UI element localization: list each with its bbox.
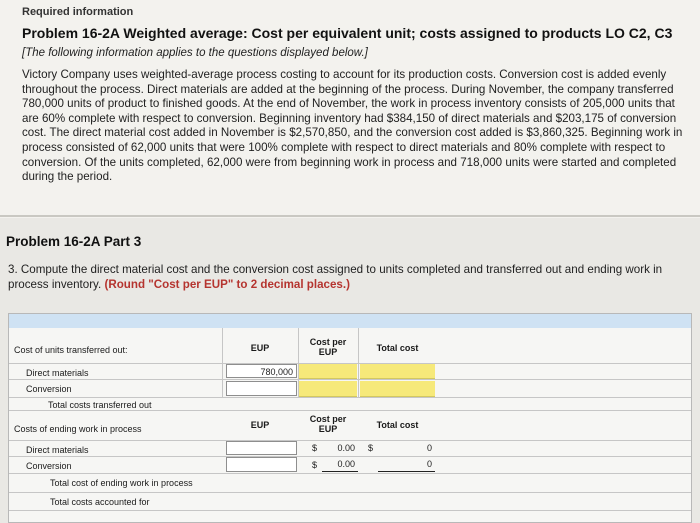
question-text — [8, 263, 698, 292]
total-transferred-label: Total costs transferred out — [48, 400, 152, 410]
row-divider — [9, 510, 691, 511]
ending-dm-total-dollar-sign: $ — [368, 443, 374, 453]
row-divider — [9, 492, 691, 493]
transferred-conversion-cost-per-eup-input[interactable] — [299, 381, 357, 397]
transferred-dm-label: Direct materials — [26, 368, 89, 378]
rounding-instruction: (Round "Cost per EUP" to 2 decimal places.) — [104, 277, 350, 291]
transferred-dm-cost-per-eup-input[interactable] — [299, 364, 357, 379]
question-body: 3. Compute the direct material cost and the conversion cost assigned to units completed and transferred out and ending work in process inventory. — [8, 263, 663, 291]
row-divider — [9, 379, 691, 380]
total-accounted-for-label: Total costs accounted for — [50, 497, 150, 507]
ending-conversion-dollar-sign: $ — [312, 460, 318, 470]
ending-dm-eup-input[interactable] — [226, 441, 297, 455]
ending-wip-heading: Costs of ending work in process — [14, 424, 142, 434]
transferred-dm-eup-input[interactable]: 780,000 — [226, 364, 297, 378]
required-info-label: Required information — [22, 6, 134, 18]
row-divider — [9, 410, 691, 411]
ending-eup-header: EUP — [250, 420, 270, 430]
transferred-conversion-total-input[interactable] — [360, 381, 435, 397]
ending-cost-per-eup-header: Cost per EUP — [309, 414, 347, 434]
info-note: [The following information applies to the questions displayed below.] — [22, 47, 368, 59]
ending-dm-total-value[interactable]: 0 — [426, 443, 432, 453]
row-divider — [9, 397, 691, 398]
row-divider — [9, 473, 691, 474]
ending-dm-dollar-sign: $ — [312, 443, 318, 453]
ending-dm-label: Direct materials — [26, 445, 89, 455]
problem-description: Victory Company uses weighted-average process costing to account for its production costs. Conversion cost is added evenly throughout the process. Direct materials are added at the beginning of the process. During November, the company transferred 780,000 units of product to finished goods. At the end of November, the work in process inventory consists of 205,000 units that are 60% complete with respect to conversion. Beginning inventory had $384,150 of direct materials and $203,175 of conversion cost. The direct material cost added in November is $2,570,850, and the conversion cost added is $3,860,325. Beginning work in process consisted of 62,000 units that were 100% complete with respect to direct materials and 80% complete with respect to conversion. Of the units completed, 62,000 were from beginning work in process and 718,000 units were started and completed during the period. — [22, 68, 683, 184]
table-header-band — [9, 314, 691, 328]
part-title: Problem 16-2A Part 3 — [6, 234, 142, 249]
transferred-eup-header: EUP — [250, 343, 270, 353]
transferred-conversion-eup-input[interactable] — [226, 381, 297, 396]
problem-info-panel — [0, 0, 700, 218]
problem-title: Problem 16-2A Weighted average: Cost per equivalent unit; costs assigned to products LO C2, C3 — [22, 25, 673, 41]
transferred-heading: Cost of units transferred out: — [14, 345, 128, 355]
ending-conversion-cost-per-eup-value[interactable]: 0.00 — [322, 457, 358, 472]
section-divider — [0, 215, 700, 217]
ending-conversion-label: Conversion — [26, 461, 72, 471]
transferred-dm-total-input[interactable] — [360, 364, 435, 379]
ending-dm-cost-per-eup-value[interactable]: 0.00 — [337, 443, 355, 453]
total-ending-wip-label: Total cost of ending work in process — [50, 478, 193, 488]
transferred-conversion-label: Conversion — [26, 384, 72, 394]
ending-total-cost-header: Total cost — [376, 420, 419, 430]
transferred-total-cost-header: Total cost — [376, 343, 419, 353]
ending-conversion-eup-input[interactable] — [226, 457, 297, 472]
transferred-cost-per-eup-header: Cost per EUP — [309, 337, 347, 357]
ending-conversion-total-value[interactable]: 0 — [378, 457, 435, 472]
